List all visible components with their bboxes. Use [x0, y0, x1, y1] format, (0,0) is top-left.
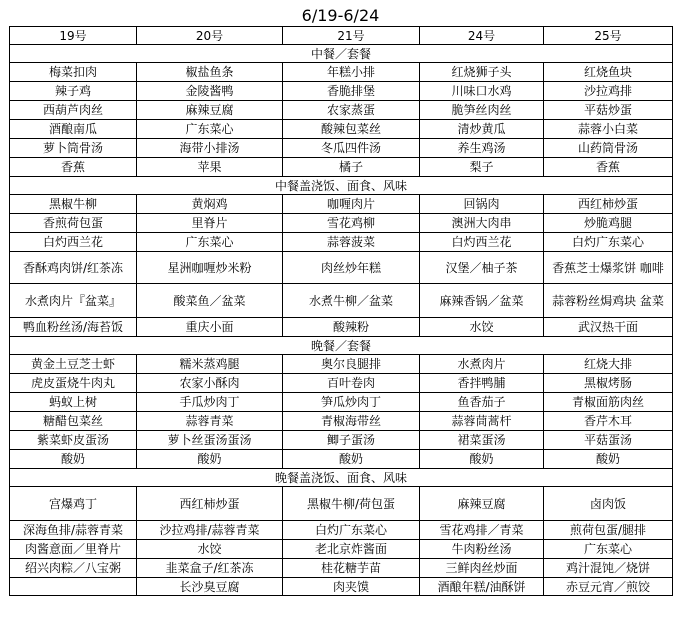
- menu-cell: 萝卜筒骨汤: [10, 139, 137, 158]
- menu-cell: 西红柿炒蛋: [544, 195, 673, 214]
- menu-cell: 水煮牛柳／盆菜: [283, 284, 420, 318]
- table-row: [10, 139, 673, 158]
- weekly-menu-table: [9, 26, 673, 596]
- menu-cell: 黄金土豆芝士虾: [10, 355, 137, 374]
- menu-cell: 酸奶: [420, 450, 544, 469]
- table-row: [10, 158, 673, 177]
- section-header: 晚餐盖浇饭、面食、风味: [10, 469, 673, 487]
- menu-cell: 香蕉: [10, 158, 137, 177]
- menu-cell: 青椒面筋肉丝: [544, 393, 673, 412]
- menu-cell: 西红柿炒蛋: [137, 487, 283, 521]
- menu-cell: 桂花糖芋苗: [283, 559, 420, 578]
- table-row: [10, 284, 673, 318]
- menu-cell: 白灼西兰花: [420, 233, 544, 252]
- menu-cell: 蒜蓉茼蒿杆: [420, 412, 544, 431]
- menu-cell: 麻辣豆腐: [420, 487, 544, 521]
- day-header: 25号: [544, 27, 673, 45]
- menu-cell: 糖醋包菜丝: [10, 412, 137, 431]
- menu-cell: 肉夹馍: [283, 578, 420, 596]
- table-row: [10, 487, 673, 521]
- day-header: 24号: [420, 27, 544, 45]
- menu-cell: 冬瓜四件汤: [283, 139, 420, 158]
- menu-cell: 年糕小排: [283, 63, 420, 82]
- table-row: [10, 393, 673, 412]
- section-header: 中餐／套餐: [10, 45, 673, 63]
- menu-cell: [10, 578, 137, 596]
- menu-cell: 百叶卷肉: [283, 374, 420, 393]
- menu-cell: 鸭血粉丝汤/海苔饭: [10, 318, 137, 337]
- menu-cell: 赤豆元宵／煎饺: [544, 578, 673, 596]
- menu-cell: 澳洲大肉串: [420, 214, 544, 233]
- menu-cell: 长沙臭豆腐: [137, 578, 283, 596]
- menu-cell: 水饺: [137, 540, 283, 559]
- menu-cell: 酸奶: [283, 450, 420, 469]
- menu-cell: 蒜蓉小白菜: [544, 120, 673, 139]
- menu-cell: 红烧狮子头: [420, 63, 544, 82]
- menu-cell: 农家蒸蛋: [283, 101, 420, 120]
- menu-cell: 卤肉饭: [544, 487, 673, 521]
- menu-cell: 深海鱼排/蒜蓉青菜: [10, 521, 137, 540]
- day-header-row: [10, 27, 673, 45]
- menu-cell: 虎皮蛋烧牛肉丸: [10, 374, 137, 393]
- menu-cell: 老北京炸酱面: [283, 540, 420, 559]
- table-row: [10, 63, 673, 82]
- day-header: 19号: [10, 27, 137, 45]
- menu-cell: 香芹木耳: [544, 412, 673, 431]
- menu-cell: 农家小酥肉: [137, 374, 283, 393]
- menu-cell: 酸奶: [137, 450, 283, 469]
- menu-cell: 沙拉鸡排: [544, 82, 673, 101]
- menu-cell: 西葫芦肉丝: [10, 101, 137, 120]
- menu-cell: 奥尔良腿排: [283, 355, 420, 374]
- menu-cell: 绍兴肉粽／八宝粥: [10, 559, 137, 578]
- menu-cell: 红烧大排: [544, 355, 673, 374]
- menu-cell: 苹果: [137, 158, 283, 177]
- section-header: 中餐盖浇饭、面食、风味: [10, 177, 673, 195]
- table-row: [10, 355, 673, 374]
- menu-cell: 蒜蓉青菜: [137, 412, 283, 431]
- menu-cell: 香拌鸭脯: [420, 374, 544, 393]
- menu-cell: 养生鸡汤: [420, 139, 544, 158]
- menu-cell: 香蕉: [544, 158, 673, 177]
- table-row: [10, 318, 673, 337]
- menu-cell: 黄焖鸡: [137, 195, 283, 214]
- menu-cell: 重庆小面: [137, 318, 283, 337]
- menu-cell: 裙菜蛋汤: [420, 431, 544, 450]
- menu-cell: 酸菜鱼／盆菜: [137, 284, 283, 318]
- section-header: 晚餐／套餐: [10, 337, 673, 355]
- menu-cell: 煎荷包蛋/腿排: [544, 521, 673, 540]
- menu-cell: 酸辣包菜丝: [283, 120, 420, 139]
- menu-cell: 山药筒骨汤: [544, 139, 673, 158]
- table-row: [10, 82, 673, 101]
- menu-cell: 香蕉芝士爆浆饼 咖啡: [544, 252, 673, 284]
- menu-cell: 蚂蚁上树: [10, 393, 137, 412]
- menu-cell: 脆笋丝肉丝: [420, 101, 544, 120]
- menu-cell: 水饺: [420, 318, 544, 337]
- menu-cell: 辣子鸡: [10, 82, 137, 101]
- menu-cell: 黑椒烤肠: [544, 374, 673, 393]
- table-row: [10, 233, 673, 252]
- menu-cell: 梅菜扣肉: [10, 63, 137, 82]
- day-header: 21号: [283, 27, 420, 45]
- menu-cell: 咖喱肉片: [283, 195, 420, 214]
- menu-cell: 里脊片: [137, 214, 283, 233]
- menu-cell: 沙拉鸡排/蒜蓉青菜: [137, 521, 283, 540]
- menu-cell: 黑椒牛柳: [10, 195, 137, 214]
- menu-cell: 酒酿南瓜: [10, 120, 137, 139]
- menu-cell: 牛肉粉丝汤: [420, 540, 544, 559]
- menu-cell: 黑椒牛柳/荷包蛋: [283, 487, 420, 521]
- menu-cell: 酸奶: [544, 450, 673, 469]
- table-row: [10, 101, 673, 120]
- menu-cell: 广东菜心: [137, 233, 283, 252]
- menu-title: 6/19-6/24: [301, 6, 380, 25]
- menu-cell: 宫爆鸡丁: [10, 487, 137, 521]
- menu-cell: 梨子: [420, 158, 544, 177]
- table-row: [10, 120, 673, 139]
- table-row: [10, 540, 673, 559]
- menu-cell: 酒酿年糕/油酥饼: [420, 578, 544, 596]
- menu-cell: 肉丝炒年糕: [283, 252, 420, 284]
- menu-cell: 海带小排汤: [137, 139, 283, 158]
- table-row: [10, 521, 673, 540]
- menu-cell: 川味口水鸡: [420, 82, 544, 101]
- menu-cell: 金陵酱鸭: [137, 82, 283, 101]
- menu-cell: 平菇蛋汤: [544, 431, 673, 450]
- menu-cell: 香脆排堡: [283, 82, 420, 101]
- menu-cell: 蒜蓉粉丝焗鸡块 盆菜: [544, 284, 673, 318]
- table-row: [10, 578, 673, 596]
- menu-cell: 橘子: [283, 158, 420, 177]
- table-row: [10, 252, 673, 284]
- menu-cell: 肉酱意面／里脊片: [10, 540, 137, 559]
- menu-cell: 手瓜炒肉丁: [137, 393, 283, 412]
- menu-cell: 紫菜虾皮蛋汤: [10, 431, 137, 450]
- menu-cell: 武汉热干面: [544, 318, 673, 337]
- menu-cell: 白灼广东菜心: [544, 233, 673, 252]
- menu-cell: 鱼香茄子: [420, 393, 544, 412]
- menu-cell: 鲫子蛋汤: [283, 431, 420, 450]
- menu-cell: 水煮肉片『盆菜』: [10, 284, 137, 318]
- menu-cell: 酸奶: [10, 450, 137, 469]
- menu-cell: 香煎荷包蛋: [10, 214, 137, 233]
- table-row: [10, 450, 673, 469]
- menu-cell: 蒜蓉菠菜: [283, 233, 420, 252]
- menu-cell: 白灼西兰花: [10, 233, 137, 252]
- menu-cell: 星洲咖喱炒米粉: [137, 252, 283, 284]
- menu-cell: 雪花鸡排／青菜: [420, 521, 544, 540]
- menu-cell: 糯米蒸鸡腿: [137, 355, 283, 374]
- table-row: [10, 214, 673, 233]
- menu-cell: 红烧鱼块: [544, 63, 673, 82]
- table-row: [10, 412, 673, 431]
- menu-cell: 酸辣粉: [283, 318, 420, 337]
- menu-cell: 广东菜心: [544, 540, 673, 559]
- table-row: [10, 195, 673, 214]
- table-row: [10, 374, 673, 393]
- menu-cell: 椒盐鱼条: [137, 63, 283, 82]
- menu-cell: 鸡汁混饨／烧饼: [544, 559, 673, 578]
- menu-cell: 回锅肉: [420, 195, 544, 214]
- day-header: 20号: [137, 27, 283, 45]
- menu-cell: 清炒黄瓜: [420, 120, 544, 139]
- menu-cell: 萝卜丝蛋汤蛋汤: [137, 431, 283, 450]
- menu-cell: 雪花鸡柳: [283, 214, 420, 233]
- menu-cell: 平菇炒蛋: [544, 101, 673, 120]
- menu-cell: 笋瓜炒肉丁: [283, 393, 420, 412]
- menu-cell: 白灼广东菜心: [283, 521, 420, 540]
- menu-cell: 汉堡／柚子茶: [420, 252, 544, 284]
- menu-cell: 麻辣豆腐: [137, 101, 283, 120]
- table-row: [10, 431, 673, 450]
- menu-cell: 水煮肉片: [420, 355, 544, 374]
- menu-cell: 三鲜肉丝炒面: [420, 559, 544, 578]
- menu-cell: 炒脆鸡腿: [544, 214, 673, 233]
- menu-cell: 青椒海带丝: [283, 412, 420, 431]
- table-row: [10, 559, 673, 578]
- menu-cell: 麻辣香锅／盆菜: [420, 284, 544, 318]
- menu-cell: 广东菜心: [137, 120, 283, 139]
- menu-cell: 香酥鸡肉饼/红茶冻: [10, 252, 137, 284]
- menu-cell: 韭菜盒子/红茶冻: [137, 559, 283, 578]
